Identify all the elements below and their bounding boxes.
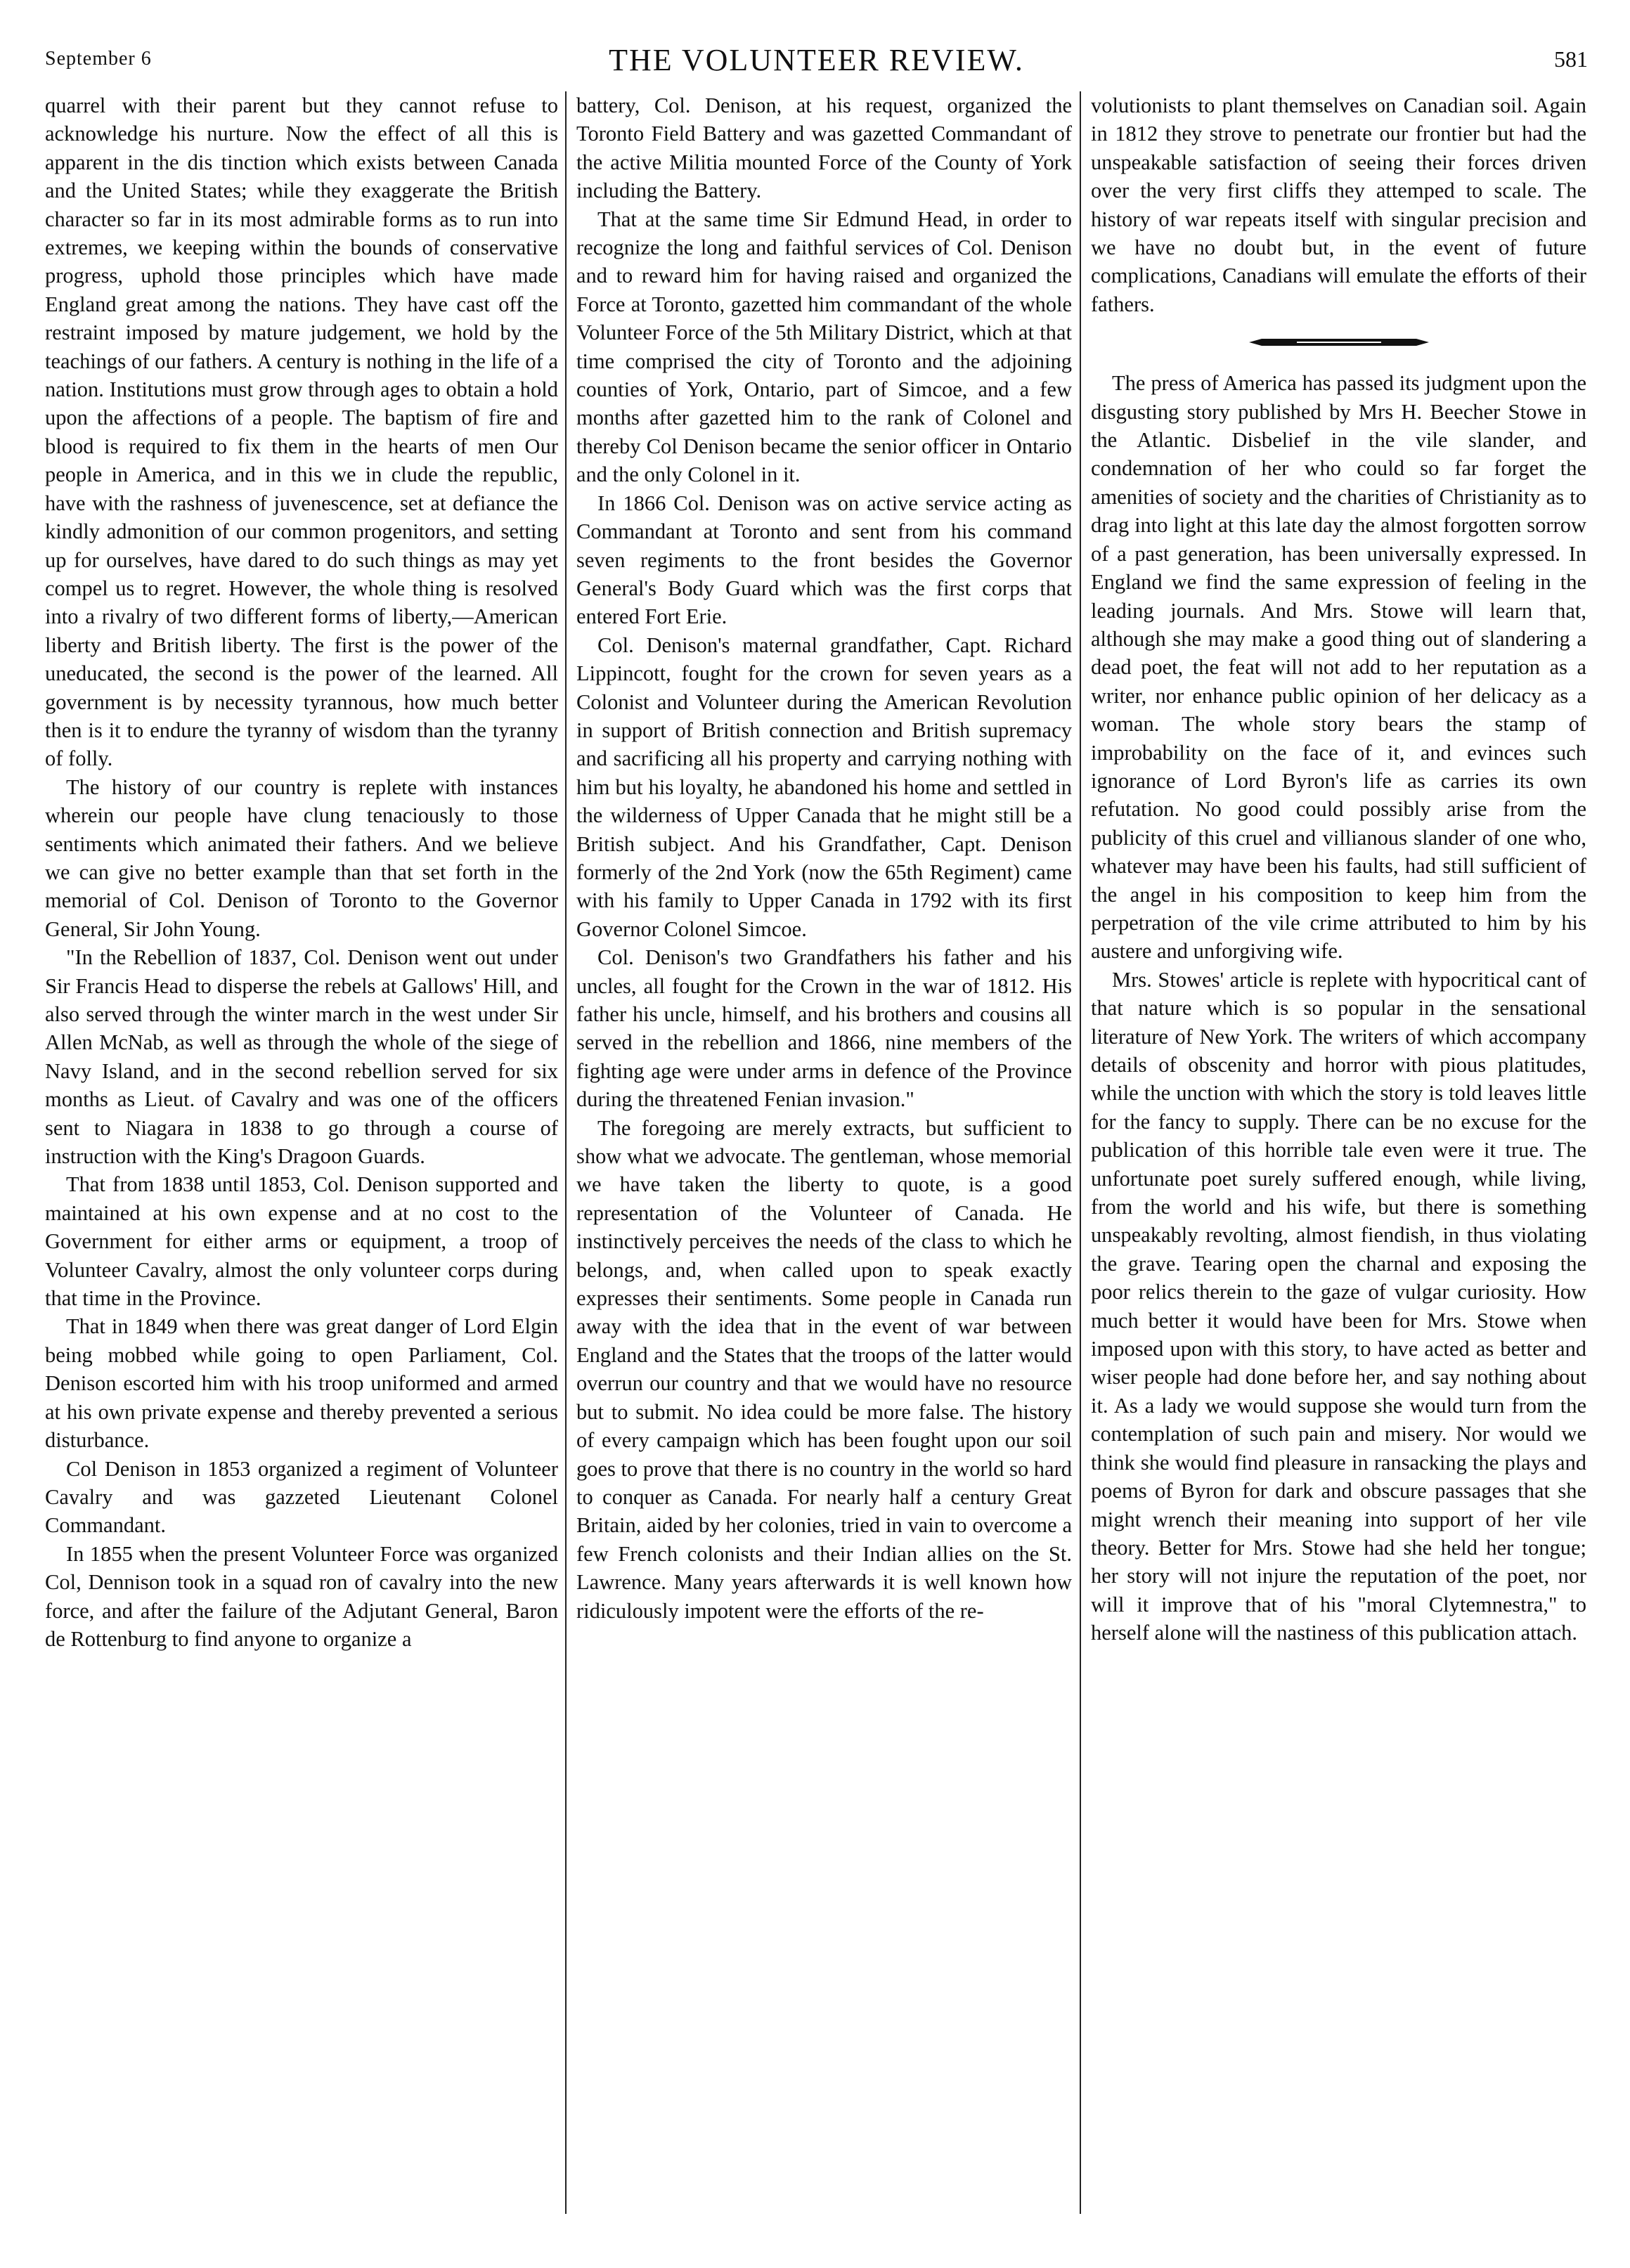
paragraph: In 1866 Col. Denison was on active service acting as Commandant at Toronto and sent from his command seven regiments to the front besides the Governor General's Body Guard which was the first corps that entered Fort Erie. — [576, 491, 1072, 629]
header-date: September 6 — [45, 48, 152, 70]
paragraph: volutionists to plant themselves on Canadian soil. Again in 1812 they strove to penetrate our frontier but had the unspeakable satisfaction of seeing their forces driven over the very first cliffs they attemped to scale. The history of war repeats itself with singular precision and we have no doubt but, in the event of future complications, Canadians will emulate the efforts of their fathers. — [1091, 93, 1586, 316]
paragraph: That at the same time Sir Edmund Head, in order to recognize the long and faithful services of Col. Denison and to reward him for having raised and organized the Force at Toronto, gazetted him commandant of the whole Volunteer Force of the 5th Military District, which at that time comprised the city of Toronto and the adjoining counties of York, Ontario, part of Simcoe, and a few months after gazetted him to the rank of Colonel and thereby Col Denison became the senior officer in Ontario and the only Colonel in it. — [576, 207, 1072, 487]
paragraph: "In the Rebellion of 1837, Col. Denison went out under Sir Francis Head to disperse the rebels at Gallows' Hill, and also served through the winter march in the west under Sir Allen McNab, as well as through the whole of the siege of Navy Island, and in the second rebellion served for six months as Lieut. of Cavalry and was one of the officers sent to Niagara in 1838 to go through a course of instruction with the King's Dragoon Guards. — [45, 945, 558, 1169]
paragraph: Col. Denison's maternal grandfather, Capt. Richard Lippincott, fought for the crown for seven years as a Colonist and Volunteer during the American Revolution in support of British connection and British supremacy and sacrificing all his property and carrying nothing with him but his loyalty, he abandoned his home and settled in the wilderness of Upper Canada that he might still be a British subject. And his Grandfather, Capt. Denison formerly of the 2nd York (now the 65th Regiment) came with his family to Upper Canada in 1792 with its first Governor Colonel Simcoe. — [576, 633, 1072, 941]
paragraph: The history of our country is replete with instances wherein our people have clung tenaciously to those sentiments which animated their fathers. And we believe we can give no better example than that set forth in the memorial of Col. Denison of Toronto to the Governor General, Sir John Young. — [45, 775, 558, 941]
page-header — [45, 42, 1588, 84]
paragraph: That from 1838 until 1853, Col. Denison supported and maintained at his own expense and at no cost to the Government for either arms or equipment, a troop of Volunteer Cavalry, almost the only volunteer corps during that time in the Province. — [45, 1172, 558, 1311]
paragraph: That in 1849 when there was great danger of Lord Elgin being mobbed while going to open Parliament, Col. Denison escorted him with his troop uniformed and armed at his own private expense and thereby prevented a serious disturbance. — [45, 1314, 558, 1453]
section-divider-ornament — [1248, 337, 1430, 348]
paragraph: Col Denison in 1853 organized a regiment of Volunteer Cavalry and was gazzeted Lieutenant Colonel Commandant. — [45, 1456, 558, 1538]
column-2 — [576, 91, 1072, 1625]
page-number: 581 — [1554, 46, 1588, 72]
column-rule-left — [565, 91, 567, 2214]
paragraph: battery, Col. Denison, at his request, organized the Toronto Field Battery and was gazetted Commandant of the active Militia mounted Force of the County of York including the Battery. — [576, 93, 1072, 203]
masthead-title: THE VOLUNTEER REVIEW. — [609, 43, 1024, 77]
paragraph: The press of America has passed its judgment upon the disgusting story published by Mrs H. Beecher Stowe in the Atlantic. Disbelief in the vile slander, and condemnation of her who could so far forget the amenities of society and the charities of Christianity as to drag into light at this late day the almost forgotten sorrow of a past generation, has been universally expressed. In England we find the same expression of feeling in the leading journals. And Mrs. Stowe will learn that, although she may make a good thing out of slandering a dead poet, the feat will not add to her reputation as a writer, nor enhance public opinion of her delicacy as a woman. The whole story bears the stamp of improbability on the face of it, and evinces such ignorance of Lord Byron's life as carries its own refutation. No good could possibly arise from the publicity of this cruel and villianous slander of one who, whatever may have been his faults, had still sufficient of the angel in his composition to keep him from the perpetration of the vile crime attributed to him by his austere and unforgiving wife. — [1091, 371, 1586, 964]
paragraph: quarrel with their parent but they cannot refuse to acknowledge his nurture. Now the effect of all this is apparent in the dis tinction which exists between Canada and the United States; while they exaggerate the British character so far in its most admirable forms as to run into extremes, we keeping within the bounds of conservative progress, uphold those principles which have made England great among the nations. They have cast off the restraint imposed by mature judgement, we hold by the teachings of our fathers. A century is nothing in the life of a nation. Institutions must grow through ages to obtain a hold upon the affections of a people. The baptism of fire and blood is required to fix them in the hearts of men Our people in America, and in this we in clude the republic, have with the rashness of juvenescence, set at defiance the kindly admonition of our common progenitors, and setting up for ourselves, have dared to do such things as may yet compel us to regret. However, the whole thing is resolved into a rivalry of two different forms of liberty,—American liberty and British liberty. The first is the power of the uneducated, the second is the power of the learned. All government is by necessity tyrannous, how much better then is it to endure the tyranny of wisdom than the tyranny of folly. — [45, 93, 558, 771]
column-rule-right — [1080, 91, 1081, 2214]
paragraph: In 1855 when the present Volunteer Force was organized Col, Dennison took in a squad ron of cavalry into the new force, and after the failure of the Adjutant General, Baron de Rottenburg to find anyone to organize a — [45, 1541, 558, 1651]
paragraph: Col. Denison's two Grandfathers his father and his uncles, all fought for the Crown in the war of 1812. His father his uncle, himself, and his brothers and cousins all served in the rebellion and 1866, nine members of the fighting age were under arms in defence of the Province during the threatened Fenian invasion." — [576, 945, 1072, 1112]
column-3 — [1091, 91, 1586, 1647]
column-1 — [45, 91, 558, 1653]
paragraph: Mrs. Stowes' article is replete with hypocritical cant of that nature which is so popular in the sensational literature of New York. The writers of which accompany details of obscenity and horror with pious platitudes, while the unction with which the story is told leaves little for the fancy to supply. There can be no excuse for the publication of this horrible tale even were it true. The unfortunate poet surely suffered enough, while living, from the world and his wife, but there is something unspeakably revolting, almost fiendish, in thus violating the grave. Tearing open the charnal and exposing the poor relics therein to the gaze of vulgar curiosity. How much better it would have been for Mrs. Stowe when imposed upon with this story, to have acted as better and wiser people had done before her, and say nothing about it. As a lady we would suppose she would turn from the contemplation of such pain and misery. Nor would we think she would find pleasure in ransacking the plays and poems of Byron for dark and obscure passages that she might wrench their meaning into support of her vile theory. Better for Mrs. Stowe had she held her tongue; her story will not injure the reputation of the poet, nor will it improve that of his "moral Clytemnestra," to herself alone will the nastiness of this publication attach. — [1091, 967, 1586, 1645]
paragraph: The foregoing are merely extracts, but sufficient to show what we advocate. The gentleman, whose memorial we have taken the liberty to quote, is a good representation of the Volunteer of Canada. He instinctively perceives the needs of the class to which he belongs, and, when called upon to speak exactly expresses their sentiments. Some people in Canada run away with the idea that in the event of war between England and the States that the troops of the latter would overrun our country and that we would have no resource but to submit. No idea could be more false. The history of every campaign which has been fought upon our soil goes to prove that there is no country in the world so hard to conquer as Canada. For nearly half a century Great Britain, aided by her colonies, tried in vain to overcome a few French colonists and their Indian allies on the St. Lawrence. Many years afterwards it is well known how ridiculously impotent were the efforts of the re- — [576, 1115, 1072, 1623]
